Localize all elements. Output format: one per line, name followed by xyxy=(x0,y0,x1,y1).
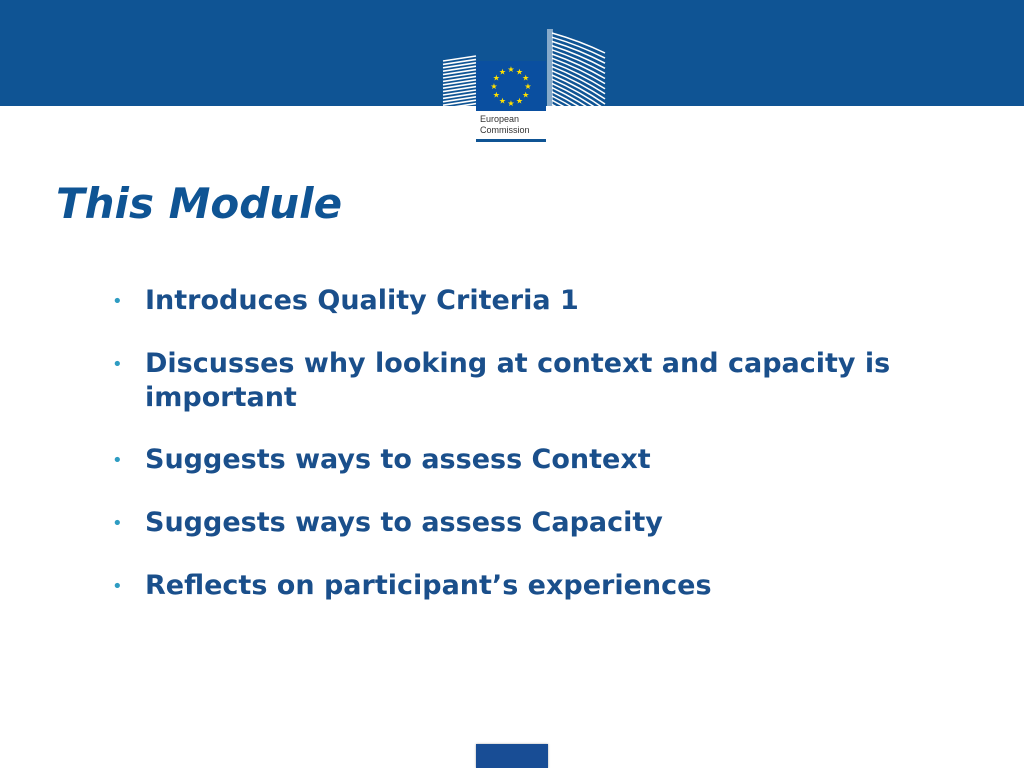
bullet-text-2: Discusses why looking at context and capacity is important xyxy=(145,348,891,413)
bullet-marker-icon: • xyxy=(112,576,123,597)
bullet-marker-icon: • xyxy=(112,354,123,375)
bullet-item-1 xyxy=(112,283,952,319)
svg-text:★: ★ xyxy=(515,96,524,106)
bullet-item-5 xyxy=(112,568,952,604)
bullet-item-2 xyxy=(112,346,952,415)
bullet-text-1: Introduces Quality Criteria 1 xyxy=(145,285,579,316)
svg-text:★: ★ xyxy=(498,67,507,77)
bullet-text-5: Reflects on participant’s experiences xyxy=(145,570,712,601)
building-lines-left xyxy=(443,56,476,112)
svg-text:★: ★ xyxy=(498,96,507,106)
bullet-text-4: Suggests ways to assess Capacity xyxy=(145,507,663,538)
svg-text:★: ★ xyxy=(522,90,530,100)
svg-text:★: ★ xyxy=(524,82,532,91)
bullet-list xyxy=(112,283,952,631)
bullet-marker-icon: • xyxy=(112,291,123,312)
svg-text:★: ★ xyxy=(492,90,500,100)
building-lines-right xyxy=(548,29,605,140)
logo-base-bar xyxy=(476,139,546,142)
eu-flag-icon xyxy=(476,744,548,768)
european-commission-logo-icon xyxy=(440,25,608,143)
slide-title: This Module xyxy=(56,179,343,228)
svg-text:★: ★ xyxy=(515,67,524,77)
bullet-marker-icon: • xyxy=(112,513,123,534)
bullet-text-3: Suggests ways to assess Context xyxy=(145,444,651,475)
svg-text:★: ★ xyxy=(490,82,498,91)
svg-text:★: ★ xyxy=(492,73,500,83)
bullet-marker-icon: • xyxy=(112,450,123,471)
logo-label-line-2: Commission xyxy=(480,125,530,135)
svg-text:★: ★ xyxy=(507,99,515,108)
bullet-item-3 xyxy=(112,442,952,478)
svg-text:★: ★ xyxy=(522,73,530,83)
svg-text:★: ★ xyxy=(507,65,515,74)
bullet-item-4 xyxy=(112,505,952,541)
logo-label-line-1: European xyxy=(480,114,520,124)
